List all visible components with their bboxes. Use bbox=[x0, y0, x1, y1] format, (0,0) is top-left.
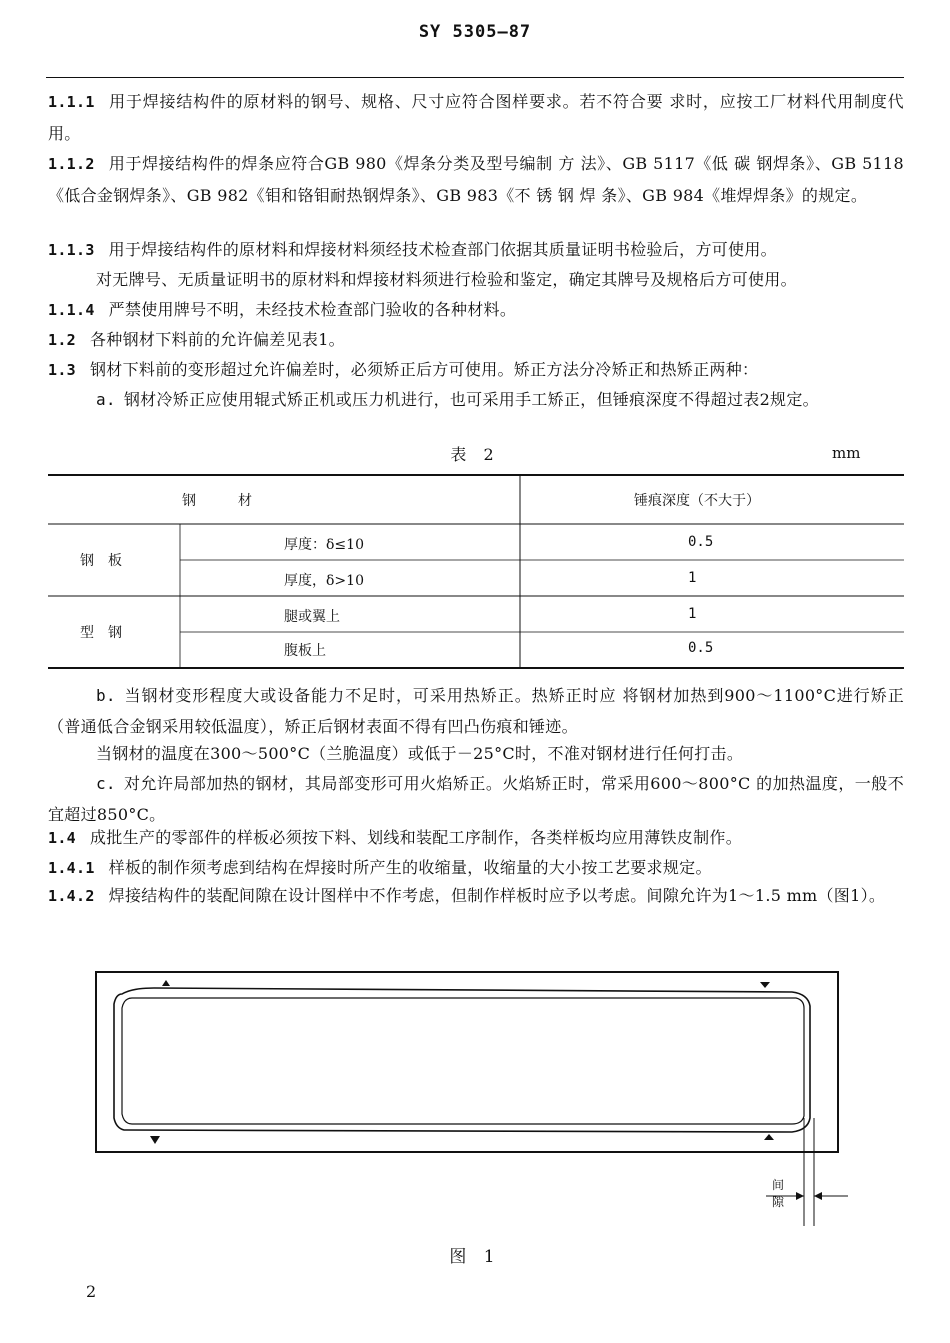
item-label: c. bbox=[96, 774, 116, 793]
clause-1-1-2 bbox=[48, 148, 904, 211]
row-value: 0.5 bbox=[688, 640, 714, 656]
clause-number: 1.1.3 bbox=[48, 241, 95, 259]
clause-text: 成批生产的零部件的样板必须按下料、划线和装配工序制作，各类样板均应用薄铁皮制作。 bbox=[90, 828, 743, 847]
clause-1-1-1 bbox=[48, 86, 904, 149]
row-condition: 厚度，δ>10 bbox=[284, 573, 364, 589]
clause-text: 用于焊接结构件的原材料的钢号、规格、尺寸应符合图样要求。若不符合要 求时，应按工厂材料代用制度代用。 bbox=[48, 92, 904, 143]
template-gap-drawing bbox=[92, 968, 872, 1236]
clause-number: 1.1.1 bbox=[48, 93, 95, 111]
clause-1-3-b-continued bbox=[48, 738, 904, 769]
standard-code: SY 5305—87 bbox=[418, 22, 532, 42]
item-text: 当钢材变形程度大或设备能力不足时，可采用热矫正。热矫正时应 将钢材加热到900～1100°C进行矫正（普通低合金钢采用较低温度），矫正后钢材表面不得有凹凸伤痕和锤迹。 bbox=[48, 686, 904, 736]
row-condition: 腿或翼上 bbox=[284, 609, 340, 625]
figure-caption: 图 1 bbox=[449, 1247, 501, 1267]
clause-1-1-3 bbox=[48, 234, 904, 266]
clause-1-1-3-continued bbox=[48, 264, 904, 295]
clause-number: 1.1.4 bbox=[48, 301, 95, 319]
clause-number: 1.1.2 bbox=[48, 155, 95, 173]
clause-text: 钢材下料前的变形超过允许偏差时，必须矫正后方可使用。矫正方法分冷矫正和热矫正两种： bbox=[90, 360, 759, 379]
clause-1-4-2 bbox=[48, 880, 904, 912]
row-value: 1 bbox=[688, 606, 697, 622]
clause-number: 1.4.1 bbox=[48, 859, 95, 877]
group-section-steel: 型 钢 bbox=[80, 625, 122, 641]
group-steel-plate: 钢 板 bbox=[80, 553, 122, 569]
clause-number: 1.3 bbox=[48, 361, 76, 379]
gap-label: 间隙 bbox=[772, 1178, 785, 1209]
row-value: 1 bbox=[688, 570, 697, 586]
header-material: 钢 材 bbox=[182, 493, 252, 509]
clause-text: 用于焊接结构件的原材料和焊接材料须经技术检查部门依据其质量证明书检验后，方可使用。 bbox=[108, 240, 777, 259]
header-depth: 锤痕深度（不大于） bbox=[634, 493, 760, 509]
row-value: 0.5 bbox=[688, 534, 714, 550]
header-rule bbox=[46, 77, 904, 78]
clause-number: 1.4.2 bbox=[48, 887, 95, 905]
row-condition: 腹板上 bbox=[284, 643, 326, 659]
clause-text: 样板的制作须考虑到结构在焊接时所产生的收缩量，收缩量的大小按工艺要求规定。 bbox=[108, 858, 712, 877]
clause-text: 严禁使用牌号不明，未经技术检查部门验收的各种材料。 bbox=[108, 300, 517, 319]
clause-1-3 bbox=[48, 354, 904, 386]
clause-number: 1.4 bbox=[48, 829, 76, 847]
clause-text: 用于焊接结构件的焊条应符合GB 980《焊条分类及型号编制 方 法》、GB 5117《低 碳 钢焊条》、GB 5118《低合金钢焊条》、GB 982《钼和铬钼耐热钢焊条》、GB 983《不 锈 钢 焊 条》、GB 984《堆焊焊条》的规定。 bbox=[48, 154, 904, 205]
clause-text: 各种钢材下料前的允许偏差见表1。 bbox=[90, 330, 345, 349]
clause-1-3-b bbox=[48, 680, 904, 742]
clause-text: 对无牌号、无质量证明书的原材料和焊接材料须进行检验和鉴定，确定其牌号及规格后方可使用。 bbox=[96, 270, 797, 289]
clause-number: 1.2 bbox=[48, 331, 76, 349]
clause-1-2 bbox=[48, 324, 904, 356]
page-number: 2 bbox=[86, 1282, 97, 1301]
item-label: b. bbox=[96, 686, 116, 705]
clause-1-1-4 bbox=[48, 294, 904, 326]
clause-1-4 bbox=[48, 822, 904, 854]
item-label: a. bbox=[96, 390, 116, 409]
item-text: 钢材冷矫正应使用辊式矫正机或压力机进行，也可采用手工矫正，但锤痕深度不得超过表2规定。 bbox=[123, 390, 819, 409]
clause-text: 焊接结构件的装配间隙在设计图样中不作考虑，但制作样板时应予以考虑。间隙允许为1～1.5 mm（图1）。 bbox=[108, 886, 886, 905]
table-grid-lines bbox=[48, 474, 904, 670]
clause-1-3-a bbox=[48, 384, 904, 415]
item-text: 对允许局部加热的钢材，其局部变形可用火焰矫正。火焰矫正时，常采用600～800°C 的加热温度，一般不宜超过850°C。 bbox=[48, 774, 904, 824]
row-condition: 厚度：δ≤10 bbox=[284, 537, 364, 553]
item-text: 当钢材的温度在300～500°C（兰脆温度）或低于－25°C时，不准对钢材进行任何打击。 bbox=[96, 744, 744, 763]
clause-1-3-c bbox=[48, 768, 904, 830]
table-unit: mm bbox=[832, 444, 861, 462]
table-title: 表 2 bbox=[450, 445, 500, 464]
